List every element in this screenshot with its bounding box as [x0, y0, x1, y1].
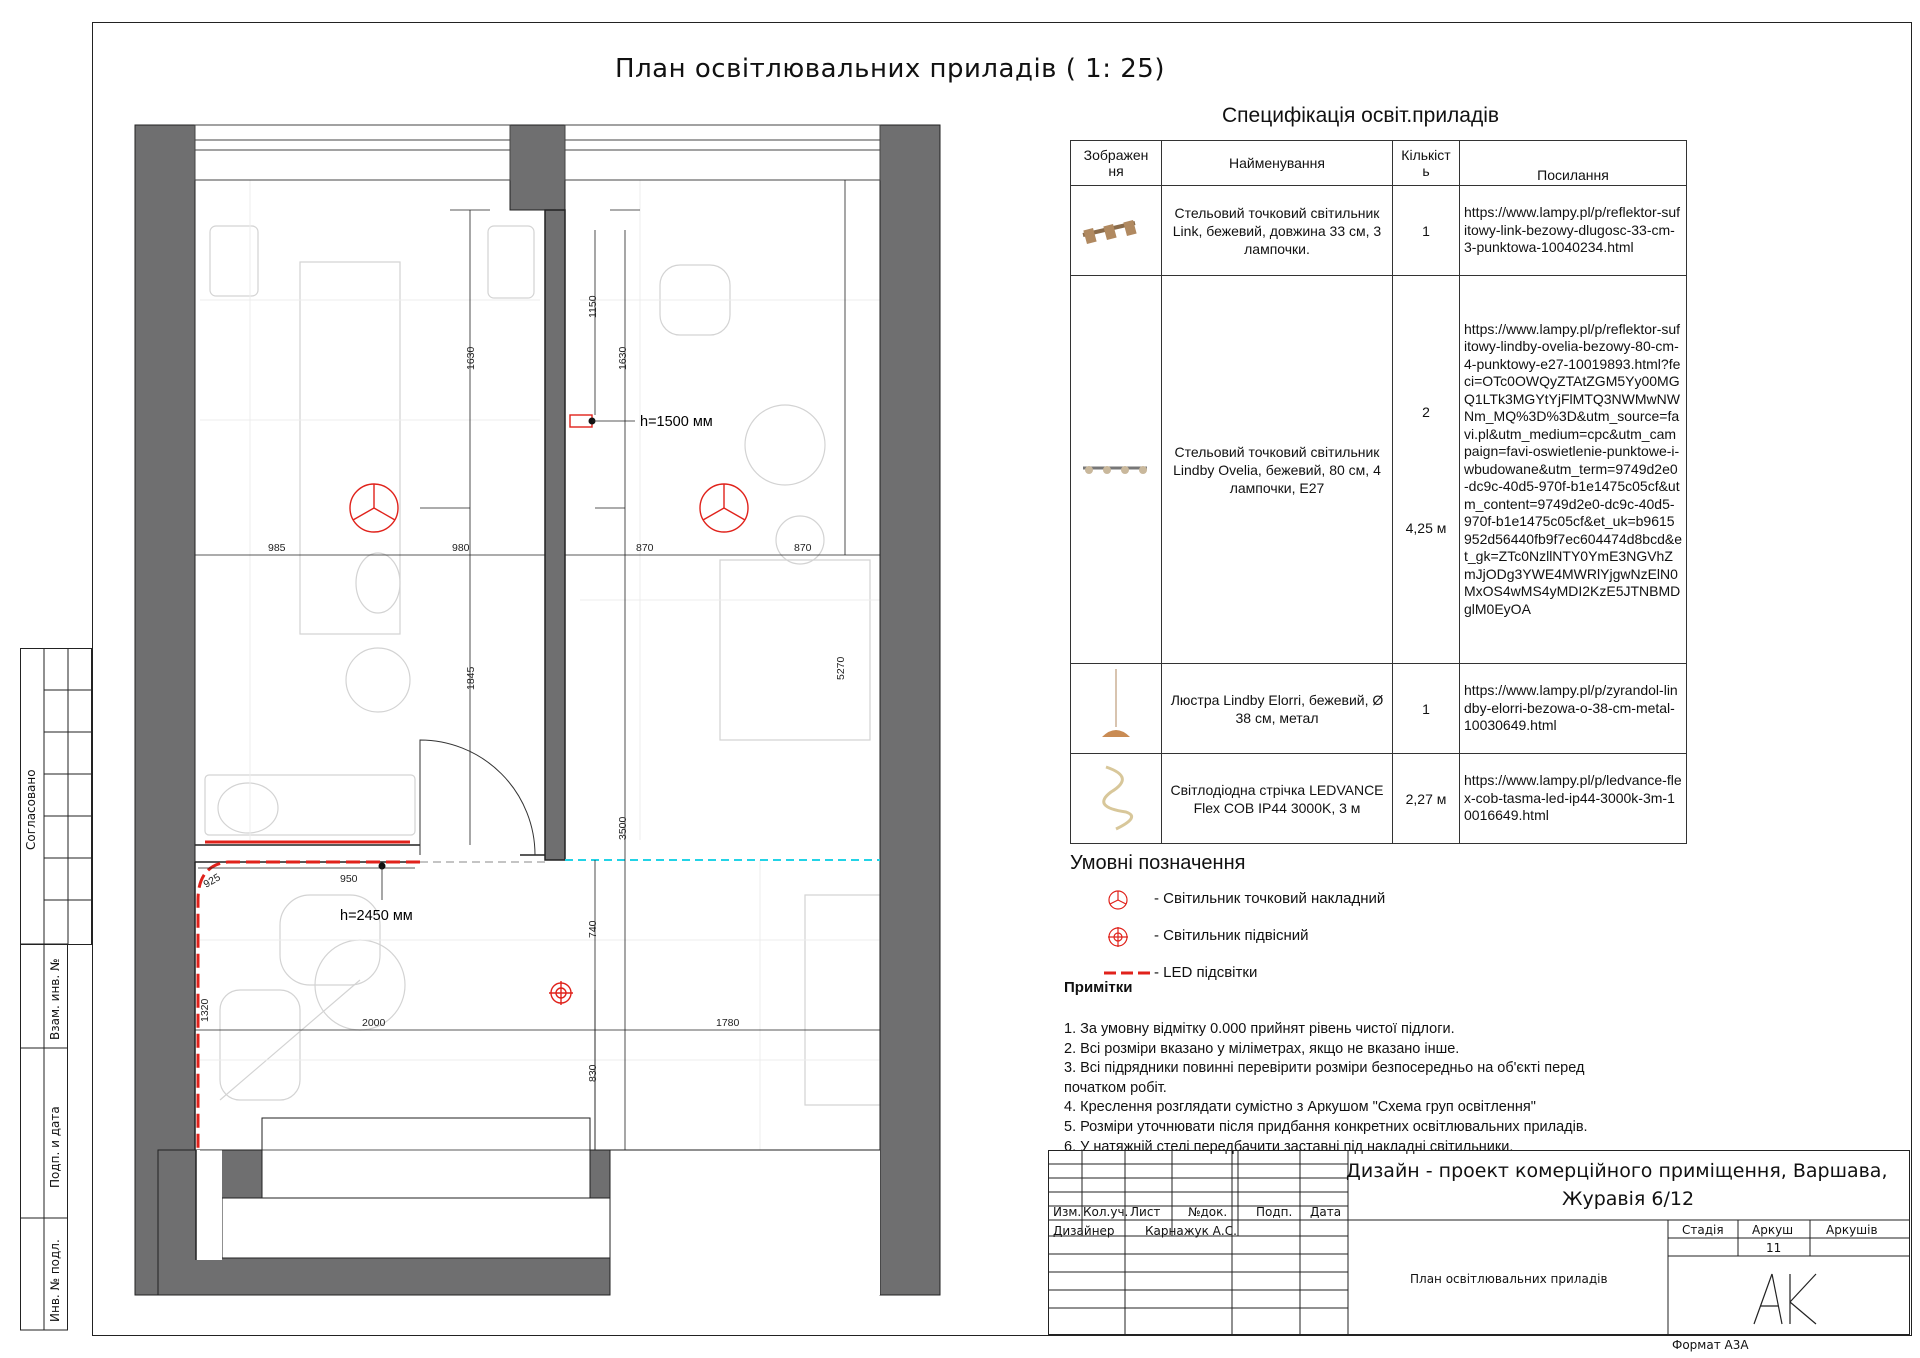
led-strip-icon	[1086, 757, 1146, 837]
dim-5270: 5270	[835, 656, 847, 680]
wall-mid-top	[510, 125, 565, 210]
note-line: 6. У натяжній стелі передбачити заставні під накладні світильники.	[1064, 1138, 1514, 1155]
legend-item: - Світильник підвісний	[1154, 927, 1309, 944]
h-2450-label: h=2450 мм	[340, 908, 413, 924]
chair	[346, 648, 410, 712]
spec-qty: 2	[1422, 403, 1430, 420]
dim-950: 950	[340, 873, 358, 885]
side-sign-date: Подп. и дата	[48, 1106, 62, 1188]
note-line: початком робіт.	[1064, 1079, 1167, 1096]
stamp-col-kol: Кол.уч.	[1083, 1205, 1129, 1219]
note-line: 2. Всі розміри вказано у міліметрах, якщо не вказано інше.	[1064, 1040, 1460, 1057]
spec-name: Стельовий точковий світильник Link, бежевий, довжина 33 см, 3 лампочки.	[1162, 186, 1393, 276]
spec-qty-extra: 4,25 м	[1405, 519, 1447, 536]
dim-980: 980	[452, 542, 470, 554]
stamp-col-podp: Подп.	[1256, 1205, 1293, 1219]
stamp-col-data: Дата	[1310, 1205, 1342, 1219]
stamp-col-doc: №док.	[1188, 1205, 1228, 1219]
dim-740: 740	[587, 920, 599, 938]
legend-title: Умовні позначення	[1070, 852, 1246, 874]
surface-spotlight-symbol-icon	[1109, 891, 1127, 909]
sink	[218, 783, 278, 833]
dim-1320: 1320	[199, 998, 211, 1022]
armchair	[220, 990, 300, 1100]
spec-qty: 2,27 м	[1393, 754, 1460, 844]
bottom-niche	[222, 1198, 612, 1258]
spec-link[interactable]: https://www.lampy.pl/p/reflektor-sufitowy-lindby-ovelia-bezowy-80-cm-4-punktowy-e27-10019893.html?feci=OTc0OWQyZTAtZGM5Yy00MGQ1LTk3MGYtYjFlMTQ3NWMwNWNm_MQ%3D%3D&utm_source=favi.pl&utm_medium=cpc&utm_campaign=favi-oswietlenie-punktowe-i-wbudowane&utm_term=9749d2e0-dc9c-40d5-970f-b1e1475c05cf&utm_content=9749d2e0-dc9c-40d5-970f-b1e1475c05cf&et_uk=b9615952d56440fb9f7ec604474d8bcd&et_gk=ZTc0NzllNTY0YmE3NGVhZmJjODg3YWE4MWRlYjgwNzElN0MxOS4wMS4yMDI2KzE5JTNBMDglM0EyOA	[1460, 276, 1687, 664]
wall-left	[135, 125, 195, 1295]
spec-table	[1070, 140, 1687, 844]
track-spotlight-3-lamp-icon	[1075, 209, 1155, 249]
spec-title: Специфікація освіт.приладів	[1222, 104, 1500, 127]
spec-name: Люстра Lindby Elorri, бежевий, Ø 38 см, метал	[1162, 664, 1393, 754]
dim-3500: 3500	[617, 816, 629, 840]
spec-row	[1071, 276, 1687, 664]
dim-830: 830	[587, 1064, 599, 1082]
project-title-line1: Дизайн - проект комерційного приміщення, Варшава,	[1346, 1160, 1888, 1182]
dim-870b: 870	[794, 542, 812, 554]
spec-link[interactable]: https://www.lampy.pl/p/zyrandol-lindby-elorri-bezowa-o-38-cm-metal-10030649.html	[1460, 664, 1687, 754]
sofa	[720, 560, 870, 740]
spec-link[interactable]: https://www.lampy.pl/p/reflektor-sufitowy-link-bezowy-dlugosc-33-cm-3-punktowa-10040234.html	[1460, 186, 1687, 276]
spec-image	[1071, 754, 1162, 844]
spec-qty: 1	[1393, 664, 1460, 754]
notes-title: Примітки	[1064, 979, 1133, 996]
cabinet	[488, 226, 534, 298]
legend-symbols	[1100, 886, 1160, 986]
note-line: 4. Креслення розглядати сумістно з Аркушом "Схема груп освітлення"	[1064, 1099, 1536, 1116]
stamp-stage-label: Стадія	[1682, 1223, 1724, 1237]
door-swing	[420, 740, 535, 855]
spotlight-bar-4-lamp-icon	[1075, 448, 1155, 488]
col-name: Найменування	[1162, 141, 1393, 186]
h-1500-label: h=1500 мм	[640, 414, 713, 430]
spec-qty: 1	[1393, 186, 1460, 276]
spec-qty-cell	[1393, 276, 1460, 664]
surface-spotlight-2	[700, 484, 748, 532]
spec-row	[1071, 754, 1687, 844]
spec-name: Стельовий точковий світильник Lindby Ovelia, бежевий, 80 см, 4 лампочки, E27	[1162, 276, 1393, 664]
spec-header-row	[1071, 141, 1687, 186]
furniture-layer	[205, 226, 880, 1105]
note-line: 5. Розміри уточнювати після придбання конкретних освітлювальних приладів.	[1064, 1118, 1588, 1135]
note-line: 3. Всі підрядники повинні перевірити розміри безпосередньо на об'єкті перед	[1064, 1060, 1585, 1077]
project-title-line2: Журавія 6/12	[1562, 1188, 1695, 1210]
dim-1845: 1845	[465, 666, 477, 690]
sheet-title: План освітлювальних приладів ( 1: 25)	[615, 54, 1165, 84]
col-qty: Кількіст ь	[1393, 141, 1460, 186]
spec-image	[1071, 186, 1162, 276]
format-label: Формат А3А	[1672, 1338, 1749, 1352]
round-table	[776, 516, 824, 564]
stamp-col-list: Лист	[1130, 1205, 1161, 1219]
led-strips	[198, 842, 420, 1150]
shelf	[805, 895, 880, 1105]
pendant-fixture	[549, 981, 573, 1005]
spec-name: Світлодіодна стрічка LEDVANCE Flex COB IP44 3000K, 3 м	[1162, 754, 1393, 844]
cabinet	[210, 226, 258, 296]
bottom-niche-upper	[262, 1118, 590, 1198]
stamp-col-izm: Изм.	[1053, 1205, 1082, 1219]
dimension-lines	[195, 180, 880, 1150]
dim-2000: 2000	[362, 1017, 386, 1029]
dim-1630a: 1630	[465, 346, 477, 370]
side-agreed: Согласовано	[24, 769, 38, 850]
dim-870a: 870	[636, 542, 654, 554]
small-table	[356, 553, 400, 613]
wall-right	[880, 125, 940, 1295]
office-chair	[745, 405, 825, 485]
pendant-symbol-icon	[1108, 927, 1128, 947]
legend-item: - Світильник точковий накладний	[1154, 890, 1386, 907]
dim-925: 925	[201, 871, 223, 891]
col-image: Зображен ня	[1071, 141, 1162, 186]
dim-1630b: 1630	[617, 346, 629, 370]
stamp-sheet-number: 11	[1766, 1241, 1782, 1255]
pendant-lamp-icon	[1096, 667, 1136, 747]
stamp-sheet-label: Аркуш	[1752, 1223, 1794, 1237]
stamp-sheet-name: План освітлювальних приладів	[1410, 1272, 1608, 1286]
dim-1150: 1150	[587, 295, 599, 318]
ak-logo-icon	[1754, 1274, 1816, 1324]
stamp-designer-label: Дизайнер	[1053, 1224, 1115, 1238]
surface-spotlight-1	[350, 484, 398, 532]
desk	[300, 262, 400, 634]
spec-row	[1071, 664, 1687, 754]
dim-1780: 1780	[716, 1017, 740, 1029]
col-link: Посилання	[1460, 141, 1687, 186]
stamp-designer-name: Карнажук А.С.	[1145, 1224, 1237, 1238]
notes-list	[1064, 1020, 1588, 1157]
dim-985: 985	[268, 542, 286, 554]
note-line: 1. За умовну відмітку 0.000 прийнят рівень чистої підлоги.	[1064, 1021, 1455, 1037]
side-inv-no: Инв. № подл.	[48, 1239, 62, 1322]
spec-image	[1071, 276, 1162, 664]
counter	[205, 775, 415, 835]
spec-row	[1071, 186, 1687, 276]
spec-image	[1071, 664, 1162, 754]
side-ref-no: Взам. инв. №	[48, 958, 62, 1040]
spec-link[interactable]: https://www.lampy.pl/p/ledvance-flex-cob-tasma-led-ip44-3000k-3m-10016649.html	[1460, 754, 1687, 844]
legend-item: - LED підсвітки	[1154, 964, 1258, 981]
stamp-sheets-label: Аркушів	[1826, 1223, 1878, 1237]
